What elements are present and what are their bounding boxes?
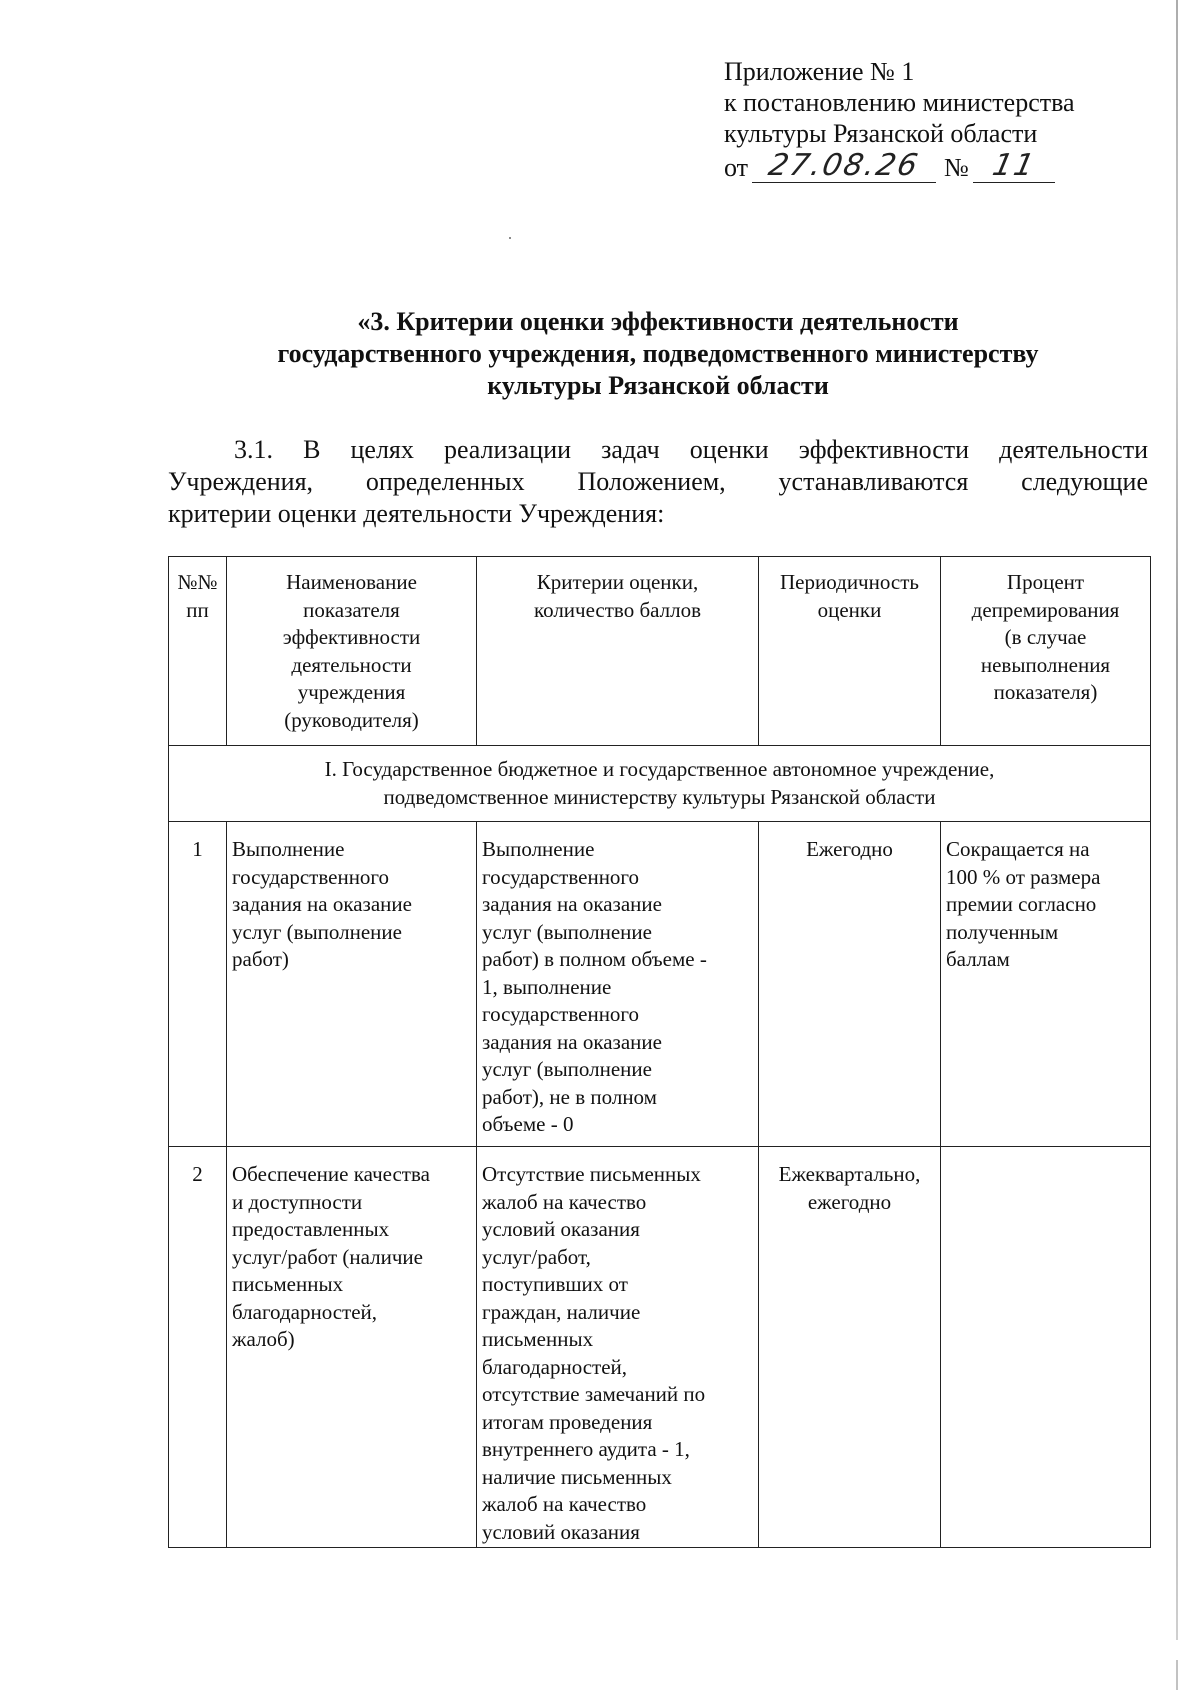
table-row xyxy=(169,822,1151,1147)
appendix-line-1: Приложение № 1 xyxy=(724,57,915,86)
cell-text-line: работ) в полном объеме - xyxy=(482,947,707,971)
cell-text-line: показателя) xyxy=(993,680,1098,704)
section-title xyxy=(168,306,1148,402)
scan-speck xyxy=(509,237,511,239)
row-indicator-name xyxy=(227,1147,477,1548)
cell-text-line: №№ xyxy=(177,570,218,594)
cell-text-line: и доступности xyxy=(232,1189,363,1214)
cell-text-line: услуг (выполнение xyxy=(482,919,652,944)
cell-text-line: письменных xyxy=(482,1327,594,1351)
cell-text-line: государственного xyxy=(482,864,640,889)
table-header-row xyxy=(169,557,1151,746)
cell-text-line: Сокращается на xyxy=(946,837,1090,861)
header-percent xyxy=(941,557,1151,746)
cell-text-line: Обеспечение качества xyxy=(232,1162,430,1186)
date-field xyxy=(752,148,936,183)
cell-text-line: жалоб на качество xyxy=(482,1189,647,1214)
cell-text-line: отсутствие замечаний по xyxy=(482,1382,706,1406)
row-indicator-name xyxy=(227,822,477,1147)
row-num: 2 xyxy=(169,1147,227,1548)
row-percent xyxy=(941,822,1151,1147)
cell-text-line: Наименование xyxy=(286,570,417,594)
cell-text-line: I. Государственное бюджетное и государственное автономное учреждение, xyxy=(324,757,995,781)
cell-text-line: задания на оказание xyxy=(232,892,412,916)
cell-text-line: 1, выполнение xyxy=(482,974,612,999)
cell-text-line: предоставленных xyxy=(232,1217,390,1241)
cell-text-line: учреждения xyxy=(297,680,406,704)
cell-text-line: поступивших от xyxy=(482,1272,628,1296)
header-criteria xyxy=(477,557,759,746)
cell-text-line: невыполнения xyxy=(980,652,1111,677)
cell-text-line: задания на оказание xyxy=(482,1029,662,1054)
criteria-table xyxy=(168,556,1151,1548)
cell-text-line: работ) xyxy=(232,947,289,971)
row-criteria xyxy=(477,822,759,1147)
title-line-2: государственного учреждения, подведомственного министерству xyxy=(277,339,1039,368)
cell-text-line: задания на оказание xyxy=(482,892,662,916)
cell-text-line: показателя xyxy=(303,597,400,622)
header-name xyxy=(227,557,477,746)
cell-text-line: условий оказания xyxy=(482,1217,640,1241)
intro-paragraph xyxy=(168,434,1148,530)
row-period xyxy=(759,1147,941,1548)
cell-text-line: услуг (выполнение xyxy=(232,919,402,944)
handwritten-date: 27.08.26 xyxy=(765,148,923,183)
cell-text-line: (руководителя) xyxy=(284,707,419,732)
cell-text-line: Выполнение xyxy=(232,837,345,861)
cell-text-line: жалоб) xyxy=(232,1327,295,1351)
row-percent xyxy=(941,1147,1151,1548)
intro-line-2: Учреждения, определенных Положением, устанавливаются следующие xyxy=(168,467,1148,496)
row-num: 1 xyxy=(169,822,227,1147)
cell-text-line: Отсутствие письменных xyxy=(482,1162,701,1186)
cell-text-line: услуг (выполнение xyxy=(482,1057,652,1081)
cell-text-line: Периодичность xyxy=(780,570,919,594)
cell-text-line: услуг/работ, xyxy=(482,1244,591,1269)
cell-text-line: премии согласно xyxy=(946,892,1097,916)
intro-line-3: критерии оценки деятельности Учреждения: xyxy=(168,499,665,528)
scan-edge-line-lower xyxy=(1176,1660,1178,1690)
cell-text-line: благодарностей, xyxy=(232,1299,378,1324)
cell-text-line: баллам xyxy=(946,947,1010,971)
intro-line-1: 3.1. В целях реализации задач оценки эффективности деятельности xyxy=(234,435,1148,464)
cell-text-line: ежегодно xyxy=(807,1189,892,1214)
handwritten-number: 11 xyxy=(989,148,1039,183)
appendix-line-2: к постановлению министерства xyxy=(724,88,1075,117)
number-label: № xyxy=(944,153,969,182)
cell-text-line: итогам проведения xyxy=(482,1409,653,1434)
title-line-3: культуры Рязанской области xyxy=(487,371,829,400)
cell-text-line: благодарностей, xyxy=(482,1354,628,1379)
row-criteria xyxy=(477,1147,759,1548)
appendix-line-3: культуры Рязанской области xyxy=(724,119,1038,148)
cell-text-line: пп xyxy=(186,597,209,622)
number-field xyxy=(973,148,1055,183)
cell-text-line: Выполнение xyxy=(482,837,595,861)
table-row xyxy=(169,1147,1151,1548)
cell-text-line: письменных xyxy=(232,1272,344,1296)
cell-text-line: Ежегодно xyxy=(806,837,893,861)
cell-text-line: внутреннего аудита - 1, xyxy=(482,1437,690,1461)
cell-text-line: жалоб на качество xyxy=(482,1492,647,1516)
table-section-row xyxy=(169,746,1151,822)
appendix-date-number-row xyxy=(724,149,1075,183)
cell-text-line: оценки xyxy=(817,597,882,622)
cell-text-line: условий оказания xyxy=(482,1519,640,1544)
cell-text-line: Процент xyxy=(1006,570,1085,594)
cell-text-line: количество баллов xyxy=(533,597,702,622)
appendix-header xyxy=(724,56,1075,183)
header-num xyxy=(169,557,227,746)
cell-text-line: эффективности xyxy=(282,625,421,649)
cell-text-line: государственного xyxy=(232,864,390,889)
cell-text-line: (в случае xyxy=(1004,625,1087,649)
cell-text-line: подведомственное министерству культуры Рязанской области xyxy=(383,784,936,809)
cell-text-line: наличие письменных xyxy=(482,1464,672,1489)
title-line-1: «3. Критерии оценки эффективности деятельности xyxy=(357,307,959,336)
cell-text-line: деятельности xyxy=(291,652,412,677)
cell-text-line: Ежеквартально, xyxy=(778,1162,921,1186)
cell-text-line: Критерии оценки, xyxy=(536,570,699,594)
cell-text-line: государственного xyxy=(482,1002,640,1026)
scan-edge-line xyxy=(1176,0,1178,1640)
row-period xyxy=(759,822,941,1147)
cell-text-line: 100 % от размера xyxy=(946,864,1101,889)
cell-text-line: депремирования xyxy=(971,597,1120,622)
cell-text-line: объеме - 0 xyxy=(482,1112,574,1136)
cell-text-line: граждан, наличие xyxy=(482,1299,641,1324)
cell-text-line: услуг/работ (наличие xyxy=(232,1244,423,1269)
cell-text-line: полученным xyxy=(946,919,1059,944)
cell-text-line: работ), не в полном xyxy=(482,1084,657,1109)
section-heading xyxy=(169,746,1151,822)
from-label: от xyxy=(724,153,749,182)
header-period xyxy=(759,557,941,746)
